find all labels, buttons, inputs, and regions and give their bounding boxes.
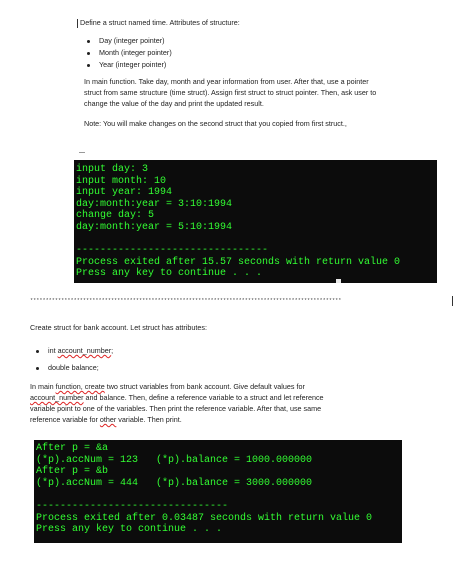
bullet-balance: double balance; [48, 363, 99, 372]
text-run: and balance. Then, define a reference variable to a struct and let reference [83, 393, 324, 402]
console-line: input day: 3 [76, 164, 149, 175]
bullet-account-number [48, 346, 113, 356]
section1-title: Define a struct named time. Attributes of structure: [80, 18, 240, 27]
console-line: input month: 10 [76, 175, 167, 187]
console-line: (*p).accNum = 123 (*p).balance = 1000.000000 [36, 454, 313, 466]
bullet-day: Day (integer pointer) [99, 36, 165, 45]
console-line: day:month:year = 5:10:1994 [76, 221, 233, 233]
console-line: change day: 5 [76, 210, 155, 222]
console-line: Process exited after 0.03487 seconds with return value 0 [36, 512, 373, 524]
text-run: In main [30, 382, 56, 391]
bullet-prefix: int [48, 346, 58, 355]
console-line: Process exited after 15.57 seconds with return value 0 [76, 256, 401, 268]
text-run: variable. Then print. [116, 415, 182, 424]
paragraph-line: In main function. Take day, month and year information from user. After that, use a pointer [84, 77, 369, 86]
console-output-2 [34, 440, 402, 543]
console-line: day:month:year = 3:10:1994 [76, 198, 233, 210]
bullet-icon [87, 52, 90, 55]
console-divider: -------------------------------- [76, 245, 269, 257]
console-line: Press any key to continue . . . [36, 524, 223, 536]
bullet-suffix: ; [111, 346, 114, 355]
note-text: Note: You will make changes on the second struct that you copied from first struct., [84, 119, 347, 128]
paragraph-line [30, 415, 182, 425]
image-anchor-mark [79, 152, 85, 155]
console-cursor [336, 279, 341, 283]
paragraph-line: change the value of the day and print the updated result. [84, 99, 264, 108]
paragraph-line [30, 393, 324, 403]
text-cursor [77, 19, 78, 28]
text-run: two struct variables from bank account. Give default values for [104, 382, 305, 391]
bullet-year: Year (integer pointer) [99, 60, 167, 69]
bullet-icon [36, 350, 39, 353]
paragraph-line: variable point to one of the variables. Then print the reference variable. After that, use same [30, 404, 322, 413]
console-line: After p = &b [36, 466, 109, 478]
bullet-icon [87, 40, 90, 43]
section2-title: Create struct for bank account. Let struct has attributes: [30, 323, 207, 332]
console-line [36, 489, 402, 501]
text-run: other [99, 415, 117, 424]
asterisk-separator: **************************************************************************************************** [30, 298, 342, 304]
text-run: function, create [55, 382, 105, 391]
console-output-1 [74, 160, 437, 283]
text-run: reference variable for [30, 415, 100, 424]
console-line: After p = &a [36, 443, 109, 454]
bullet-month: Month (integer pointer) [99, 48, 172, 57]
console-line: Press any key to continue . . . [76, 268, 263, 280]
text-cursor [452, 296, 453, 306]
text-run: account_number [30, 393, 84, 402]
console-divider: -------------------------------- [36, 500, 229, 512]
console-line: (*p).accNum = 444 (*p).balance = 3000.000000 [36, 477, 313, 489]
console-line: input year: 1994 [76, 187, 173, 199]
bullet-icon [87, 64, 90, 67]
console-line [76, 234, 437, 246]
account-number-term: account_number [57, 346, 112, 355]
bullet-icon [36, 367, 39, 370]
paragraph-line [30, 382, 305, 392]
paragraph-line: struct from same structure (time struct). Assign first struct to struct pointer. Then, ask user to [84, 88, 377, 97]
